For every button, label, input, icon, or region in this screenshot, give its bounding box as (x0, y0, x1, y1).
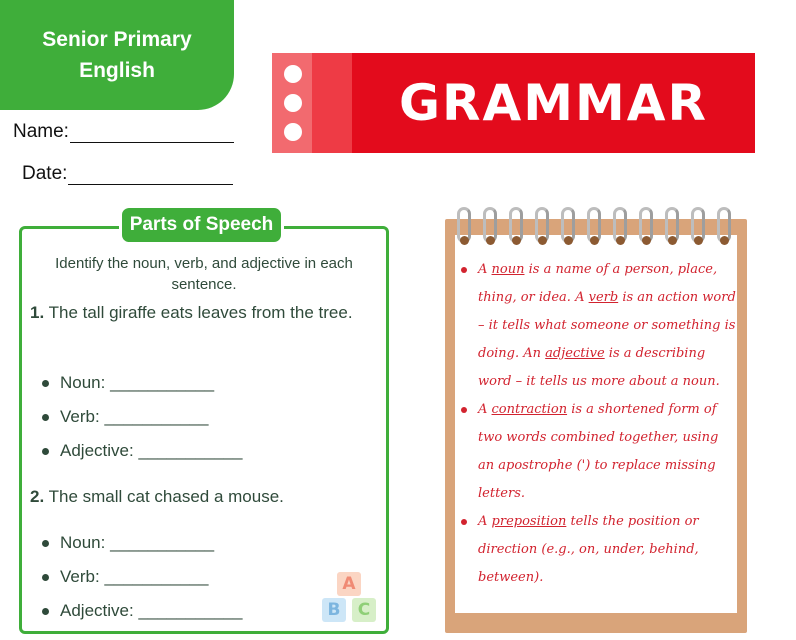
grammar-banner (272, 53, 755, 153)
term-verb: verb (588, 290, 619, 305)
answer-noun[interactable] (42, 372, 242, 406)
punch-hole-icon (512, 236, 521, 245)
punch-hole-icon (668, 236, 677, 245)
note-text: is a describing word – it tells us more about a noun. (478, 346, 720, 389)
punch-hole-icon (564, 236, 573, 245)
question-sentence: The tall giraffe eats leaves from the tree. (48, 303, 353, 322)
punch-hole-icon (590, 236, 599, 245)
parts-of-speech-title: Parts of Speech (119, 205, 284, 245)
date-field (22, 163, 233, 185)
question-number: 1. (30, 303, 45, 322)
answer-adjective[interactable] (42, 440, 242, 474)
answer-label: Verb: (60, 567, 100, 586)
answer-verb[interactable] (42, 406, 242, 440)
abc-blocks-icon (318, 568, 380, 630)
answer-list-2 (42, 532, 242, 634)
name-line[interactable] (70, 125, 234, 143)
answer-label: Verb: (60, 407, 100, 426)
answer-verb[interactable] (42, 566, 242, 600)
banner-dot-icon (284, 123, 302, 141)
term-contraction: contraction (491, 402, 568, 417)
block-c: C (352, 598, 376, 622)
banner-dot-icon (284, 94, 302, 112)
answer-label: Noun: (60, 373, 106, 392)
term-preposition: preposition (491, 514, 567, 529)
term-noun: noun (491, 262, 525, 277)
banner-stripe-mid (312, 53, 352, 153)
grammar-notes (458, 256, 738, 592)
level-tab-line1: Senior Primary (42, 28, 192, 51)
punch-hole-icon (538, 236, 547, 245)
answer-blank: ___________ (104, 567, 209, 586)
note-text: is a shortened form of two words combined together, using an apostrophe (') to replace missing letters. (478, 402, 719, 501)
answer-label: Noun: (60, 533, 106, 552)
answer-blank: ___________ (138, 441, 243, 460)
note-text: A (478, 514, 492, 529)
answer-blank: ___________ (110, 373, 215, 392)
note-text: is a name of a person, place, thing, or idea. A (478, 262, 718, 305)
punch-hole-icon (486, 236, 495, 245)
punch-hole-icon (460, 236, 469, 245)
banner-dot-icon (284, 65, 302, 83)
note-contraction (458, 396, 738, 508)
answer-list-1 (42, 372, 242, 474)
page-title: GRAMMAR (399, 74, 708, 132)
date-line[interactable] (68, 167, 233, 185)
punch-hole-icon (642, 236, 651, 245)
question-number: 2. (30, 487, 45, 506)
note-noun-verb-adjective (458, 256, 738, 396)
answer-blank: ___________ (110, 533, 215, 552)
name-field (13, 121, 234, 143)
level-tab-line2: English (79, 59, 155, 82)
note-preposition (458, 508, 738, 592)
answer-blank: ___________ (138, 601, 243, 620)
question-1 (30, 301, 380, 325)
date-label: Date: (22, 163, 68, 184)
block-a: A (337, 572, 361, 596)
question-sentence: The small cat chased a mouse. (48, 487, 284, 506)
note-text: A (478, 262, 492, 277)
answer-adjective[interactable] (42, 600, 242, 634)
question-2 (30, 485, 380, 509)
instructions-text: Identify the noun, verb, and adjective in each sentence. (55, 255, 353, 293)
answer-label: Adjective: (60, 601, 134, 620)
note-text: tells the position or direction (e.g., on, under, behind, between). (478, 514, 699, 585)
note-text: is an action word – it tells what someone or something is doing. An (478, 290, 736, 361)
name-label: Name: (13, 121, 69, 142)
punch-hole-icon (720, 236, 729, 245)
answer-blank: ___________ (104, 407, 209, 426)
punch-hole-icon (694, 236, 703, 245)
note-text: A (478, 402, 492, 417)
level-tab (0, 0, 234, 110)
block-b: B (322, 598, 346, 622)
punch-hole-icon (616, 236, 625, 245)
answer-noun[interactable] (42, 532, 242, 566)
answer-label: Adjective: (60, 441, 134, 460)
term-adjective: adjective (545, 346, 605, 361)
